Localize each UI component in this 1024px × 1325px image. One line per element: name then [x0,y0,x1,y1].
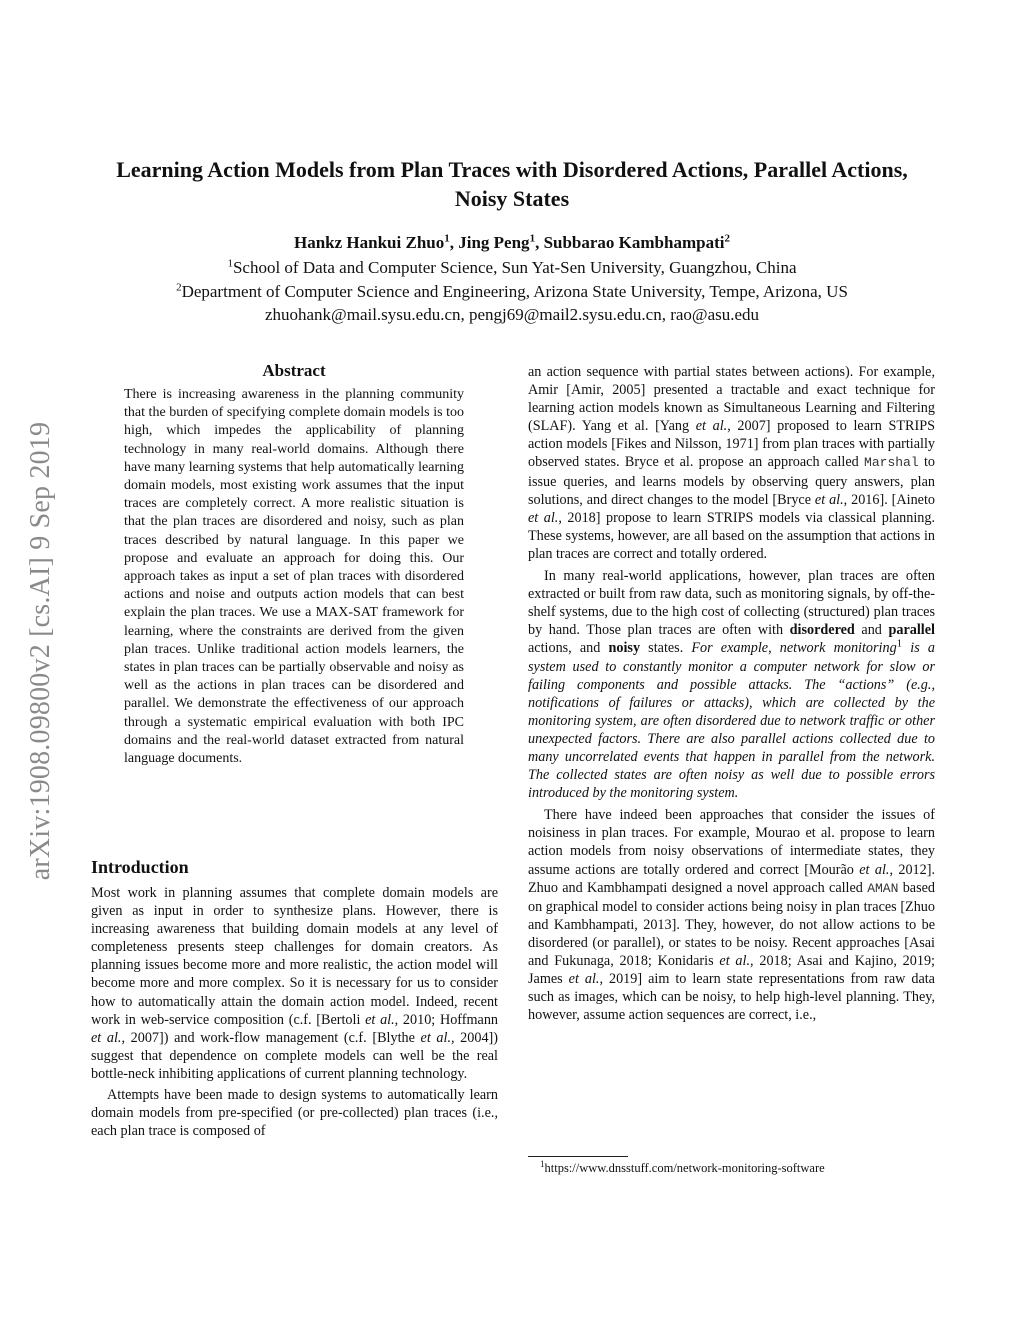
section-heading-introduction: Introduction [91,857,189,877]
paragraph [528,567,935,802]
paper-title: Learning Action Models from Plan Traces with Disordered Actions, Parallel Actions, Noisy States [116,157,908,211]
right-column-body [528,363,935,1024]
text-run: , 2019] aim to learn state representations from raw data such as images, which can be noisy, to help high-level planning. They, however, assume action sequences are correct, i.e., [528,971,935,1024]
emphasis: et al. [814,491,844,508]
emphasis: et al. [719,953,751,969]
text-run: Attempts have been made to design systems to automatically learn domain models from pre-specified (or pre-collected) plan traces (i.e., each plan trace is composed of [91,1087,498,1140]
emphasis: et al. [365,1011,395,1028]
text-run: , 2004]) suggest that dependence on complete models can well be the real bottle-neck inhibiting applications of current planning technology. [91,1029,499,1082]
emphasis: noisy [608,640,641,657]
emphasis: et al. [695,418,728,435]
author-list: Hankz Hankui Zhuo$^1$, Jing Peng$^1$, Subbarao Kambhampati$^2$ [294,232,730,252]
emphasis: et al. [859,861,890,878]
introduction-body [91,884,498,1140]
system-name: Marshal [864,455,919,471]
footnote [540,1160,825,1176]
text-run: , 2007]) and work-flow management (c.f. [Blythe [121,1029,421,1046]
text-run: , 2018; Asai and Kajino, 2019; James [528,953,935,988]
text-run: There have indeed been approaches that consider the issues of noisiness in plan traces. For example, Mourao et al. propose to learn action models from noisy observations of intermediate states, they assume actions are totally ordered and correct [Mourão [528,807,935,878]
affiliation-text: Department of Computer Science and Engineering, Arizona State University, Tempe, Arizona, US [181,282,848,301]
author-affiliation-marker: 2 [724,232,730,245]
author-affiliation-marker: 1 [529,232,536,245]
footnote-url: https://www.dnsstuff.com/network-monitoring-software [544,1161,825,1175]
affiliation-marker: 1 [227,257,233,270]
footnote-ref: 1 [896,637,903,650]
text-run: states. [640,640,692,657]
text-run: and [854,622,889,639]
author-name: Jing Peng [458,233,530,252]
arxiv-identifier: arXiv:1908.09800v2 [cs.AI] 9 Sep 2019 [25,421,56,881]
emphasis: et al. [568,971,600,988]
text-run: , 2016]. [Aineto [843,491,935,508]
emphasis: et al. [91,1029,122,1046]
paragraph [91,1086,498,1140]
footnote-divider [528,1156,628,1157]
paragraph [528,806,935,1024]
affiliation-1 [60,257,964,279]
text-run: based on graphical model to consider actions being noisy in plan traces [Zhuo and Kambhampati, 2013]. They, however, do not allow actions to be disordered (or parallel), or states to be noisy. Recent approaches [Asai and Fukunaga, 2018; Konidaris [528,879,935,969]
emphasis: disordered [789,622,855,639]
text-run: , 2018] propose to learn STRIPS models via classical planning. These systems, however, are all based on the assumption that actions in plan traces are correct and totally ordered. [528,509,936,562]
footnote-marker: 1 [540,1158,545,1169]
paragraph [528,363,935,563]
author-affiliation-marker: 1 [444,232,450,245]
abstract-heading: Abstract [262,361,326,380]
text-run: , 2012]. Zhuo and Kambhampati designed a novel approach called [528,861,935,896]
emphasis: et al. [528,509,559,526]
affiliation-marker: 2 [176,281,182,294]
emphasis: et al. [420,1029,451,1046]
author-name: Hankz Hankui Zhuo [294,233,445,252]
author-name: Subbarao Kambhampati [543,233,725,252]
text-run: In many real-world applications, however, plan traces are often extracted or built from raw data, such as monitoring signals, by off-the-shelf systems, due to the high cost of collecting (structured) plan traces by hand. Those plan traces are often with [528,568,935,639]
text-run: an action sequence with partial states between actions). For example, Amir [Amir, 2005] presented a tractable and exact technique for learning action models known as Simultaneous Learning and Filtering (SLAF). Yang et al. [Yang [528,364,935,435]
emphasis: For example, network monitoring [691,640,897,657]
affiliation-2 [60,281,964,303]
text-run: Most work in planning assumes that complete domain models are given as input in order to synthesize plans. However, there is increasing awareness that building domain models at any level of completeness presents steep challenges for domain creators. As planning issues become more and more realistic, the action model will become more and more complex. So it is necessary for us to consider how to automatically attain the domain action model. Indeed, recent work in web-service composition (c.f. [Bertoli [91,885,498,1028]
emphasis: is a system used to constantly monitor a computer network for slow or failing components and possible attacks. The “actions” (e.g., notifications of failures or attacks), which are collected by the monitoring system, are often disordered due to network traffic or other unexpected factors. There are also parallel actions collected due to many uncorrelated events that happen in parallel from the network. The collected states are often noisy as well due to possible errors introduced by the monitoring system. [528,640,935,802]
text-run: , 2007] proposed to learn STRIPS action models [Fikes and Nilsson, 1971] from plan traces with partially observed states. Bryce et al. propose an approach called [528,418,936,471]
paragraph [91,884,498,1083]
system-name: AMAN [867,880,899,896]
abstract-text: There is increasing awareness in the planning community that the burden of specifying complete domain models is too high, which impedes the applicability of planning technology in many real-world domains. Although there have many learning systems that help automatically learning domain models, most existing work assumes that the input traces are completely correct. A more realistic situation is that the plan traces are disordered and noisy, such as plan traces described by natural language. In this paper we propose and evaluate an approach for doing this. Our approach takes as input a set of plan traces with disordered actions and noise and outputs action models that can best explain the plan traces. We use a MAX-SAT framework for learning, where the constraints are derived from the given plan traces. Unlike traditional action models learners, the states in plan traces can be partially observable and noisy as well as the actions in plan traces can be disordered and parallel. We demonstrate the effectiveness of our approach through a systematic empirical evaluation with both IPC domains and the real-world dataset extracted from natural language documents. [124,387,464,767]
emphasis: parallel [888,622,935,639]
text-run: actions, and [528,640,609,657]
text-run: , 2010; Hoffmann [394,1011,499,1028]
text-run: to issue queries, and learns models by observing query answers, plan solutions, and direct changes to the model [Bryce [528,454,935,508]
affiliation-text: School of Data and Computer Science, Sun Yat-Sen University, Guangzhou, China [232,258,797,277]
author-emails: zhuohank@mail.sysu.edu.cn, pengj69@mail2.sysu.edu.cn, rao@asu.edu [264,305,760,324]
